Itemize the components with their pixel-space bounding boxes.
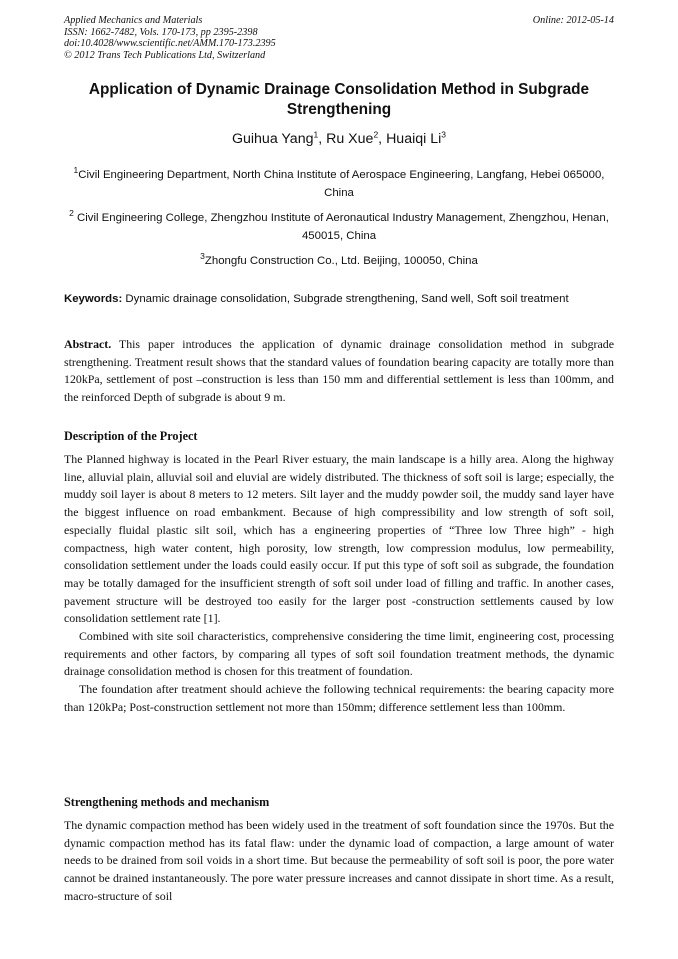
online-date: Online: 2012-05-14 [532,15,614,26]
keywords-label: Keywords: [64,293,123,305]
paper-title: Application of Dynamic Drainage Consolidation Method in Subgrade Strengthening [88,81,590,118]
author-name: Guihua Yang [231,131,314,147]
affiliation-text: Civil Engineering College, Zhengzhou Institute of Aeronautical Industry Management, Zhengzhou, Henan, 450015, China [73,212,609,242]
paragraph: The dynamic compaction method has been widely used in the treatment of soft foundation since the 1970s. But the dynamic compaction method has its fatal flaw: under the dynamic load of compaction, a large amount of water needs to be drained from soil voids in a short time. But because the permeability of soft soil is poor, the pore water cannot be drained instantaneously. The pore water pressure increases and cannot dissipate in short time. As a result, macro-structure of soil [64,818,614,903]
section-body [64,817,614,906]
affiliation-mark: 1 [73,165,79,176]
doi-line: doi:10.4028/www.scientific.net/AMM.170-173.2395 [64,38,276,50]
copyright-line: © 2012 Trans Tech Publications Ltd, Switzerland [64,49,266,61]
running-header [64,15,614,61]
abstract [64,336,614,407]
section-body [64,451,614,717]
affiliation-text: Civil Engineering Department, North China Institute of Aerospace Engineering, Langfang, Hebei 065000, China [78,169,605,199]
paragraph: Combined with site soil characteristics, comprehensive considering the time limit, engineering cost, processing requirements and other factors, by comparing all types of soft soil foundation treatment methods, the dynamic drainage consolidation method is chosen for this treatment of foundation. [64,629,614,679]
affiliation-mark: 2 [69,208,74,219]
author-affiliation-mark: 3 [441,129,447,140]
abstract-text: This paper introduces the application of dynamic drainage consolidation method in subgrade strengthening. Treatment result shows that the standard values of foundation bearing capacity are totally more than 120kPa, settlement of post –construction is less than 150 mm and differential settlement is less than 100mm, and the reinforced Depth of subgrade is about 9 m. [64,337,614,405]
affiliation [64,166,614,202]
affiliation-text: Zhongfu Construction Co., Ltd. Beijing, 100050, China [204,255,478,267]
author-affiliation-mark: 2 [373,129,379,140]
keywords-text: Dynamic drainage consolidation, Subgrade strengthening, Sand well, Soft soil treatment [122,293,569,305]
paragraph: The Planned highway is located in the Pearl River estuary, the main landscape is a hilly area. Along the highway line, alluvial plain, alluvial soil and eluvial are widely distributed. The thickness of soft soil is large; especially, the muddy soil layer is about 8 meters to 12 meters. Silt layer and the muddy powder soil, the muddy sand layer have the biggest influence on road embankment. Because of high compressibility and low strength of soft soil, especially fluidal plastic silt soil, which has a engineering properties of “Three low Three high” - high compactness, high water content, high porosity, low strength, low compression modulus, low permeability, consolidation settlement under the loads could easily occur. If put this type of soft soil as subgrade, the foundation may be totally damaged for the insufficient strength of soft soil under load of filling and traffic. In another cases, pavement structure will be destroyed too easily for the larger post -construction settlements caused by low consolidation settlement rate [1]. [64,452,614,626]
section-heading: Strengthening methods and mechanism [64,795,270,809]
author-affiliation-mark: 1 [313,129,319,140]
affiliation [64,209,614,245]
abstract-label: Abstract. [64,337,112,351]
author-name: Ru Xue [326,131,374,147]
paragraph: The foundation after treatment should achieve the following technical requirements: the bearing capacity more than 120kPa; Post-construction settlement not more than 150mm; difference settlement less than 100mm. [64,682,614,714]
section-heading: Description of the Project [64,429,198,443]
journal-name: Applied Mechanics and Materials [64,15,203,26]
author-name: Huaiqi Li [386,131,442,147]
affiliation [64,252,614,270]
keywords [64,291,614,309]
author-list: Guihua Yang$^1$, Ru Xue$^2$, Huaiqi Li$^3$ [231,129,447,147]
affiliation-mark: 3 [200,251,205,262]
issn-line: ISSN: 1662-7482, Vols. 170-173, pp 2395-2398 [64,26,258,38]
